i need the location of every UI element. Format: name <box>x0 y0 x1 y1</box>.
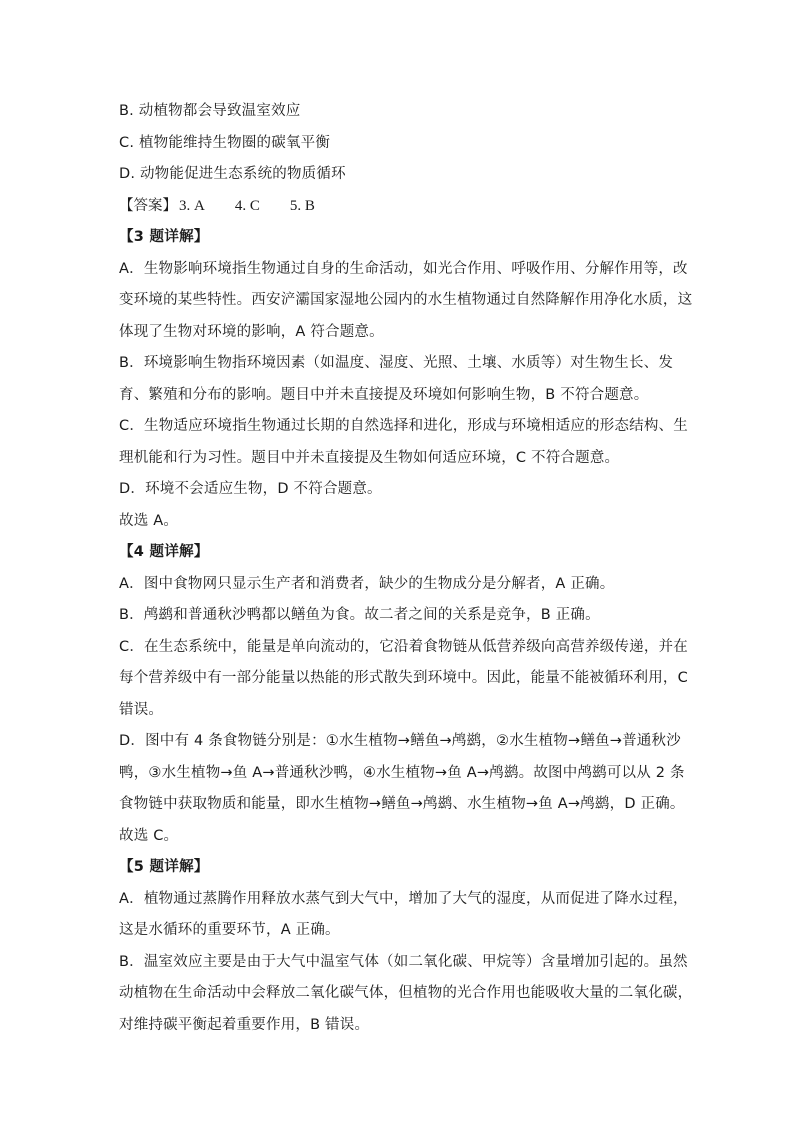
section-3-line: B．环境影响生物指环境因素（如温度、湿度、光照、土壤、水质等）对生物生长、发 <box>119 355 674 371</box>
answer-row <box>119 191 679 223</box>
section-5-line: A．植物通过蒸腾作用释放水蒸气到大气中，增加了大气的湿度，从而促进了降水过程， <box>119 890 688 907</box>
section-3-line: 变环境的某些特性。西安浐灞国家湿地公园内的水生植物通过自然降解作用净化水质，这 <box>119 292 693 308</box>
section-3-conclusion: 故选 A。 <box>119 512 179 529</box>
section-3-line: 体现了生物对环境的影响，A 符合题意。 <box>119 323 384 340</box>
section-heading-5: 【5 题详解】 <box>119 859 209 875</box>
section-4-line: C．在生态系统中，能量是单向流动的，它沿着食物链从低营养级向高营养级传递，并在 <box>119 638 688 655</box>
answer-value-3: 3. A <box>179 197 205 214</box>
option-d: D. 动物能促进生态系统的物质循环 <box>119 166 346 182</box>
section-3-line: A．生物影响环境指生物通过自身的生命活动，如光合作用、呼吸作用、分解作用等，改 <box>119 260 688 277</box>
section-4-line: B．鸬鹚和普通秋沙鸭都以鳝鱼为食。故二者之间的关系是竞争，B 正确。 <box>119 607 600 623</box>
answer-value-4: 4. C <box>234 197 260 214</box>
section-4-conclusion: 故选 C。 <box>119 827 179 844</box>
section-4-line: A．图中食物网只显示生产者和消费者，缺少的生物成分是分解者，A 正确。 <box>119 575 615 592</box>
answer-label: 【答案】 <box>119 197 177 214</box>
section-heading-4: 【4 题详解】 <box>119 544 209 560</box>
section-4-line: 错误。 <box>119 701 164 718</box>
section-4-line: 每个营养级中有一部分能量以热能的形式散失到环境中。因此，能量不能被循环利用，C <box>119 670 688 686</box>
section-3-line: D．环境不会适应生物，D 不符合题意。 <box>119 481 382 497</box>
answer-value-5: 5. B <box>289 197 315 214</box>
section-4-line: 鸭，③水生植物→鱼 A→普通秋沙鸭，④水生植物→鱼 A→鸬鹚。故图中鸬鹚可以从 2 条 <box>119 764 685 781</box>
section-4-line: 食物链中获取物质和能量，即水生植物→鳝鱼→鸬鹚、水生植物→鱼 A→鸬鹚，D 正确。 <box>119 796 685 812</box>
section-5-line: 动植物在生命活动中会释放二氧化碳气体，但植物的光合作用也能吸收大量的二氧化碳， <box>119 985 693 1001</box>
option-b: B. 动植物都会导致温室效应 <box>119 103 301 119</box>
section-3-line: 育、繁殖和分布的影响。题目中并未直接提及环境如何影响生物，B 不符合题意。 <box>119 386 649 403</box>
section-3-line: C．生物适应环境指生物通过长期的自然选择和进化，形成与环境相适应的形态结构、生 <box>119 418 688 434</box>
section-3-line: 理机能和行为习性。题目中并未直接提及生物如何适应环境，C 不符合题意。 <box>119 449 620 466</box>
section-5-line: 对维持碳平衡起着重要作用，B 错误。 <box>119 1016 370 1033</box>
document-content <box>119 96 693 1041</box>
section-5-line: 这是水循环的重要环节，A 正确。 <box>119 922 340 938</box>
option-c: C. 植物能维持生物圈的碳氧平衡 <box>119 134 331 151</box>
section-heading-3: 【3 题详解】 <box>119 229 209 245</box>
section-4-line: D．图中有 4 条食物链分别是：①水生植物→鳝鱼→鸬鹚，②水生植物→鳝鱼→普通秋沙 <box>119 733 681 749</box>
section-5-line: B．温室效应主要是由于大气中温室气体（如二氧化碳、甲烷等）含量增加引起的。虽然 <box>119 953 688 970</box>
